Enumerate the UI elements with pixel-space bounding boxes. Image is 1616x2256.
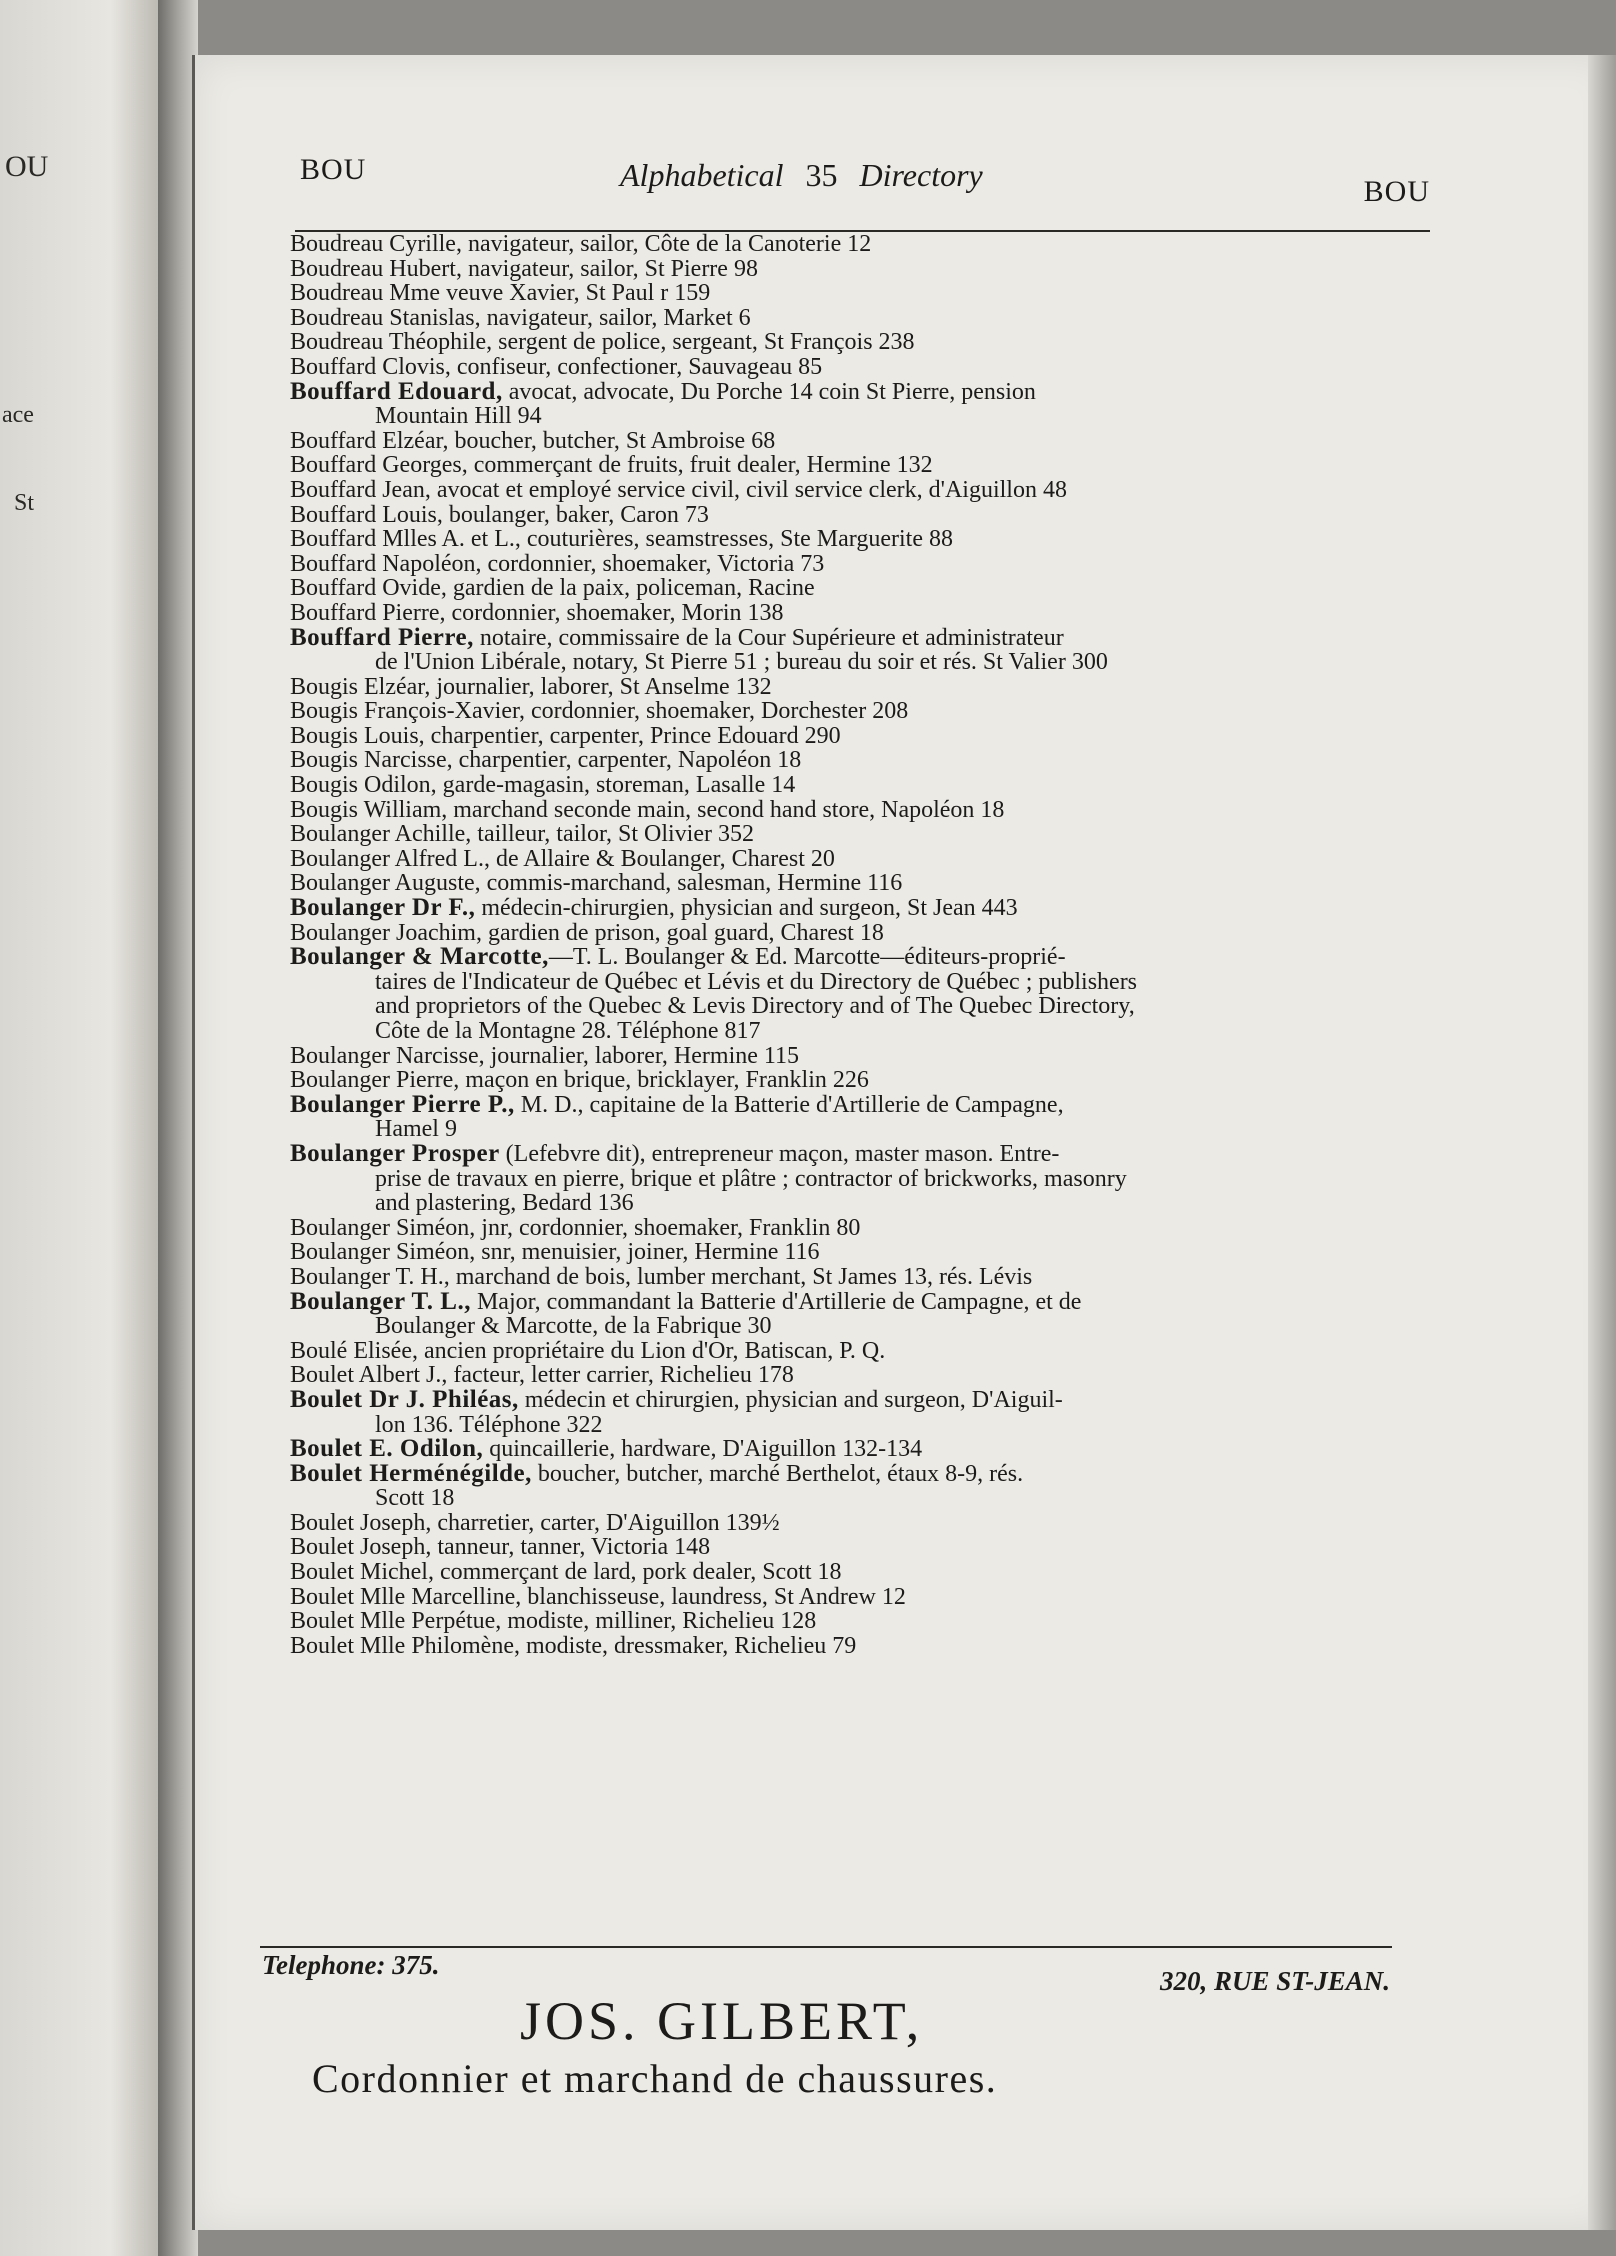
entry-name-bold: Boulet Dr J. Philéas, [290, 1385, 519, 1413]
directory-entry: Boulet Joseph, tanneur, tanner, Victoria 148 [290, 1534, 711, 1561]
directory-entry: Boulet Michel, commerçant de lard, pork dealer, Scott 18 [290, 1559, 842, 1586]
header-right: BOU [1363, 175, 1430, 208]
advert-address: 320, RUE ST-JEAN. [1159, 1966, 1390, 1996]
directory-entry: Bougis Louis, charpentier, carpenter, Prince Edouard 290 [290, 722, 841, 749]
directory-entry: Boulanger Auguste, commis-marchand, salesman, Hermine 116 [290, 870, 903, 897]
entry-name-bold: Boulet E. Odilon, [290, 1435, 484, 1463]
directory-entry: Boulanger & Marcotte,—T. L. Boulanger & Ed. Marcotte—éditeurs-proprié- [290, 943, 1066, 971]
directory-entries [290, 232, 1440, 1658]
directory-entry: Bouffard Edouard, avocat, advocate, Du Porche 14 coin St Pierre, pension [290, 377, 1036, 405]
header-title-a: Alphabetical [620, 157, 784, 193]
entry-name-bold: Bouffard Pierre, [290, 623, 474, 651]
entry-continuation: lon 136. Téléphone 322 [375, 1411, 603, 1438]
header-title-b: Directory [859, 157, 983, 193]
directory-entry: Boulanger Siméon, snr, menuisier, joiner, Hermine 116 [290, 1239, 820, 1266]
directory-entry: Bouffard Elzéar, boucher, butcher, St Ambroise 68 [290, 427, 776, 454]
entry-continuation: Scott 18 [375, 1485, 455, 1512]
facing-page-text: OU [5, 150, 49, 183]
directory-entry: Bougis François-Xavier, cordonnier, shoemaker, Dorchester 208 [290, 698, 909, 725]
directory-entry: Bouffard Georges, commerçant de fruits, fruit dealer, Hermine 132 [290, 452, 933, 479]
entry-continuation: Mountain Hill 94 [375, 403, 542, 430]
advertiser-tagline: Cordonnier et marchand de chaussures. [312, 2056, 998, 2101]
directory-entry: Boudreau Stanislas, navigateur, sailor, Market 6 [290, 304, 751, 331]
directory-entry: Boulet Joseph, charretier, carter, D'Aiguillon 139½ [290, 1509, 780, 1536]
page-number: 35 [805, 157, 838, 193]
running-header [300, 145, 1430, 215]
entry-continuation: prise de travaux en pierre, brique et plâtre ; contractor of brickworks, masonry [375, 1165, 1127, 1192]
entry-continuation: Côte de la Montagne 28. Téléphone 817 [375, 1018, 761, 1044]
directory-entry: Boulet Mlle Marcelline, blanchisseuse, laundress, St Andrew 12 [290, 1583, 906, 1610]
directory-entry: Boulanger Alfred L., de Allaire & Boulanger, Charest 20 [290, 845, 835, 872]
directory-entry: Boulet Mlle Philomène, modiste, dressmaker, Richelieu 79 [290, 1632, 857, 1659]
advert-telephone: Telephone: 375. [262, 1950, 440, 1980]
entry-continuation: Hamel 9 [375, 1116, 457, 1143]
directory-entry: Bougis Elzéar, journalier, laborer, St Anselme 132 [290, 673, 772, 700]
directory-entry: Boulanger Pierre, maçon en brique, bricklayer, Franklin 226 [290, 1067, 869, 1094]
directory-entry: Boulanger Siméon, jnr, cordonnier, shoemaker, Franklin 80 [290, 1214, 861, 1241]
directory-entry: Boulet Albert J., facteur, letter carrier, Richelieu 178 [290, 1362, 794, 1389]
directory-entry: Boudreau Théophile, sergent de police, sergeant, St François 238 [290, 329, 915, 356]
directory-entry: Bouffard Ovide, gardien de la paix, policeman, Racine [290, 575, 815, 602]
directory-entry: Bouffard Mlles A. et L., couturières, seamstresses, Ste Marguerite 88 [290, 526, 953, 553]
facing-page-text: ace [2, 402, 34, 428]
directory-entry: Boudreau Mme veuve Xavier, St Paul r 159 [290, 280, 711, 307]
directory-entry: Boulet Dr J. Philéas, médecin et chirurgien, physician and surgeon, D'Aiguil- [290, 1385, 1063, 1413]
directory-entry: Bougis Narcisse, charpentier, carpenter, Napoléon 18 [290, 747, 802, 774]
entry-continuation: and proprietors of the Quebec & Levis Directory and of The Quebec Directory, [375, 993, 1135, 1020]
directory-entry: Bouffard Napoléon, cordonnier, shoemaker, Victoria 73 [290, 550, 825, 577]
entry-name-bold: Boulanger Dr F., [290, 894, 476, 922]
entry-name-bold: Boulet Herménégilde, [290, 1459, 532, 1487]
advertiser-name: JOS. GILBERT, [520, 1991, 924, 2051]
directory-entry: Boulanger T. H., marchand de bois, lumber merchant, St James 13, rés. Lévis [290, 1263, 1033, 1290]
directory-entry: Boulé Elisée, ancien propriétaire du Lion d'Or, Batiscan, P. Q. [290, 1337, 886, 1364]
entry-name-bold: Boulanger & Marcotte, [290, 943, 549, 971]
directory-entry: Boudreau Cyrille, navigateur, sailor, Côte de la Canoterie 12 [290, 231, 872, 257]
header-left: BOU [300, 153, 367, 186]
directory-entry: Boulanger Joachim, gardien de prison, goal guard, Charest 18 [290, 919, 884, 946]
directory-entry: Boulanger T. L., Major, commandant la Batterie d'Artillerie de Campagne, et de [290, 1287, 1082, 1315]
directory-entry: Boulanger Dr F., médecin-chirurgien, physician and surgeon, St Jean 443 [290, 894, 1018, 922]
directory-entry: Boulet E. Odilon, quincaillerie, hardware, D'Aiguillon 132-134 [290, 1435, 923, 1463]
page-edge [1588, 55, 1616, 2230]
entry-name-bold: Boulanger T. L., [290, 1287, 471, 1315]
directory-entry: Bougis Odilon, garde-magasin, storeman, Lasalle 14 [290, 772, 796, 799]
entry-continuation: and plastering, Bedard 136 [375, 1190, 634, 1217]
directory-entry: Bouffard Pierre, cordonnier, shoemaker, Morin 138 [290, 599, 784, 626]
facing-page-fragment [0, 0, 158, 2256]
directory-entry: Boulanger Achille, tailleur, tailor, St Olivier 352 [290, 821, 754, 848]
directory-entry: Bouffard Louis, boulanger, baker, Caron 73 [290, 501, 709, 528]
entry-name-bold: Bouffard Edouard, [290, 377, 503, 405]
entry-continuation: taires de l'Indicateur de Québec et Lévis et du Directory de Québec ; publishers [375, 968, 1138, 995]
facing-page-text: St [14, 490, 35, 516]
directory-entry: Boulanger Narcisse, journalier, laborer, Hermine 115 [290, 1042, 800, 1069]
directory-entry: Boulanger Prosper (Lefebvre dit), entrepreneur maçon, master mason. Entre- [290, 1139, 1060, 1167]
entry-name-bold: Boulanger Prosper [290, 1139, 500, 1167]
directory-entry: Bouffard Clovis, confiseur, confectioner, Sauvageau 85 [290, 353, 823, 380]
header-title [620, 157, 983, 194]
entry-name-bold: Boulanger Pierre P., [290, 1090, 515, 1118]
directory-entry: Boulet Herménégilde, boucher, butcher, marché Berthelot, étaux 8-9, rés. [290, 1459, 1024, 1487]
entry-continuation: de l'Union Libérale, notary, St Pierre 51 ; bureau du soir et rés. St Valier 300 [375, 649, 1108, 676]
footer-rule [260, 1946, 1392, 1948]
directory-entry: Bouffard Pierre, notaire, commissaire de la Cour Supérieure et administrateur [290, 623, 1064, 651]
directory-entry: Boulet Mlle Perpétue, modiste, milliner, Richelieu 128 [290, 1608, 817, 1635]
directory-entry: Bougis William, marchand seconde main, second hand store, Napoléon 18 [290, 796, 1005, 823]
directory-entry: Bouffard Jean, avocat et employé service civil, civil service clerk, d'Aiguillon 48 [290, 476, 1067, 503]
directory-entry: Boudreau Hubert, navigateur, sailor, St Pierre 98 [290, 255, 758, 282]
directory-entry: Boulanger Pierre P., M. D., capitaine de la Batterie d'Artillerie de Campagne, [290, 1090, 1064, 1118]
entry-continuation: Boulanger & Marcotte, de la Fabrique 30 [375, 1313, 772, 1340]
